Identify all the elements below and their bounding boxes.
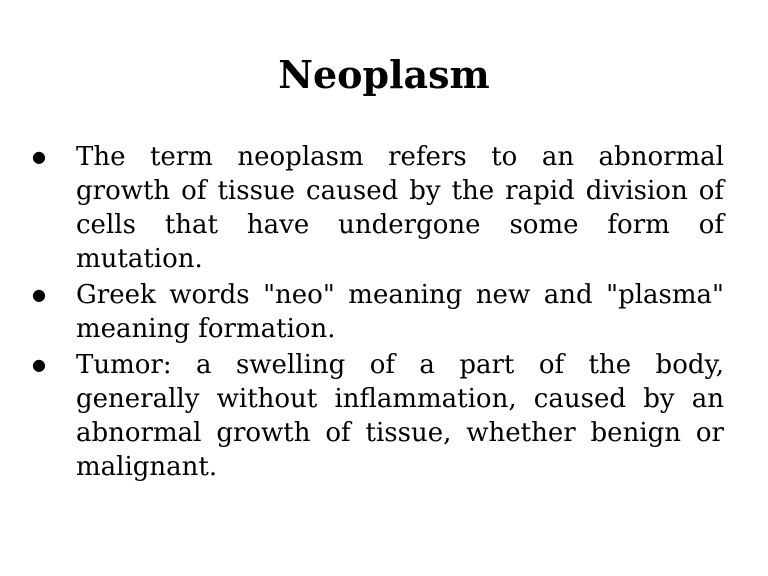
bullet-item-2 bbox=[30, 278, 724, 346]
bullet-icon: ● bbox=[32, 147, 46, 166]
bullet-text-3: Tumor: a swelling of a part of the body, generally without inflammation, caused by an abnormal growth of tissue, whether benign or malignant. bbox=[76, 350, 724, 482]
bullet-icon: ● bbox=[32, 285, 46, 304]
bullet-text-1: The term neoplasm refers to an abnormal growth of tissue caused by the rapid division of cells that have undergone some form of mutation. bbox=[76, 142, 724, 274]
bullet-text-2: Greek words "neo" meaning new and "plasma" meaning formation. bbox=[76, 280, 724, 344]
slide-title: Neoplasm bbox=[278, 52, 490, 97]
bullet-item-3 bbox=[30, 348, 724, 484]
bullet-item-1 bbox=[30, 140, 724, 276]
bullet-icon: ● bbox=[32, 355, 46, 374]
bullet-list bbox=[30, 140, 724, 486]
